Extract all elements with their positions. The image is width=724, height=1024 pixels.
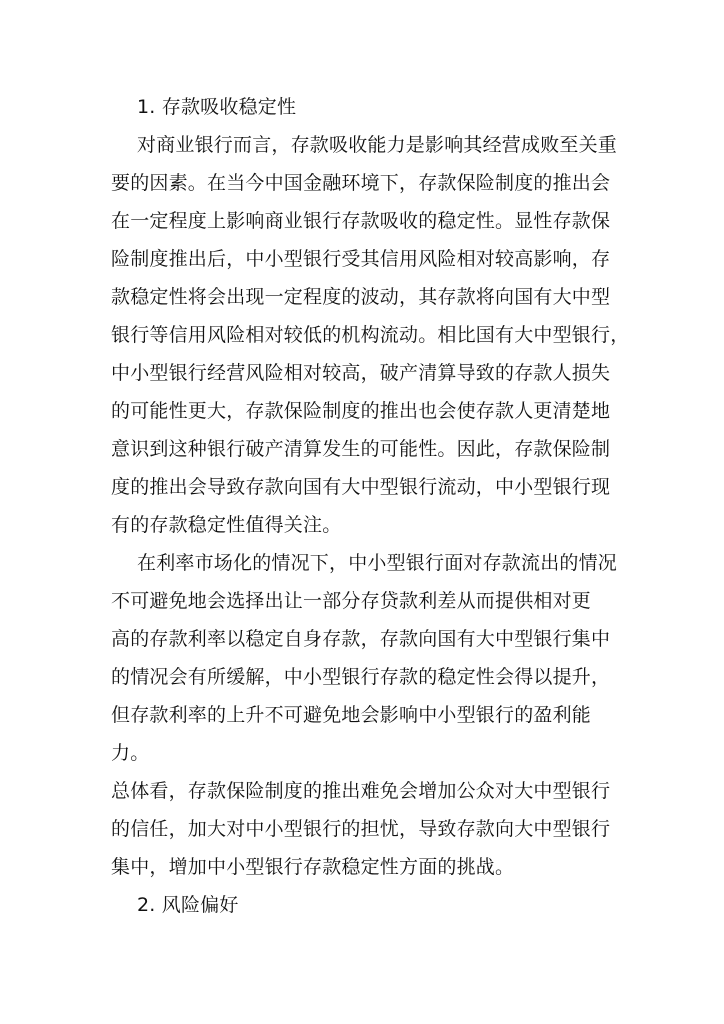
section-heading-2: 2. 风险偏好 xyxy=(137,894,239,916)
section-heading-1: 1. 存款吸收稳定性 xyxy=(137,96,297,118)
paragraph-line: 的信任，加大对中小型银行的担忧，导致存款向大中型银行 xyxy=(111,818,611,840)
paragraph-line: 但存款利率的上升不可避免地会影响中小型银行的盈利能 xyxy=(111,704,592,726)
paragraph-line: 集中，增加中小型银行存款稳定性方面的挑战。 xyxy=(111,856,515,878)
paragraph-line: 度的推出会导致存款向国有大中型银行流动，中小型银行现 xyxy=(111,476,611,498)
paragraph-line: 有的存款稳定性值得关注。 xyxy=(111,514,342,536)
paragraph-line: 不可避免地会选择出让一部分存贷款利差从而提供相对更 xyxy=(111,590,592,612)
paragraph-line: 意识到这种银行破产清算发生的可能性。因此，存款保险制 xyxy=(111,438,611,460)
paragraph-line: 在利率市场化的情况下，中小型银行面对存款流出的情况 xyxy=(137,552,618,574)
paragraph-line: 的可能性更大，存款保险制度的推出也会使存款人更清楚地 xyxy=(111,400,611,422)
paragraph-line: 对商业银行而言，存款吸收能力是影响其经营成败至关重 xyxy=(137,134,618,156)
paragraph-line: 要的因素。在当今中国金融环境下，存款保险制度的推出会 xyxy=(111,172,611,194)
paragraph-line: 中小型银行经营风险相对较高，破产清算导致的存款人损失 xyxy=(111,362,611,384)
paragraph-line: 险制度推出后，中小型银行受其信用风险相对较高影响，存 xyxy=(111,248,611,270)
paragraph-line: 在一定程度上影响商业银行存款吸收的稳定性。显性存款保 xyxy=(111,210,611,232)
paragraph-line: 的情况会有所缓解，中小型银行存款的稳定性会得以提升， xyxy=(111,666,611,688)
paragraph-line: 总体看，存款保险制度的推出难免会增加公众对大中型银行 xyxy=(111,780,611,802)
paragraph-line: 款稳定性将会出现一定程度的波动，其存款将向国有大中型 xyxy=(111,286,611,308)
paragraph-line: 力。 xyxy=(111,742,150,764)
paragraph-line: 银行等信用风险相对较低的机构流动。相比国有大中型银行， xyxy=(111,324,630,346)
paragraph-line: 高的存款利率以稳定自身存款，存款向国有大中型银行集中 xyxy=(111,628,611,650)
